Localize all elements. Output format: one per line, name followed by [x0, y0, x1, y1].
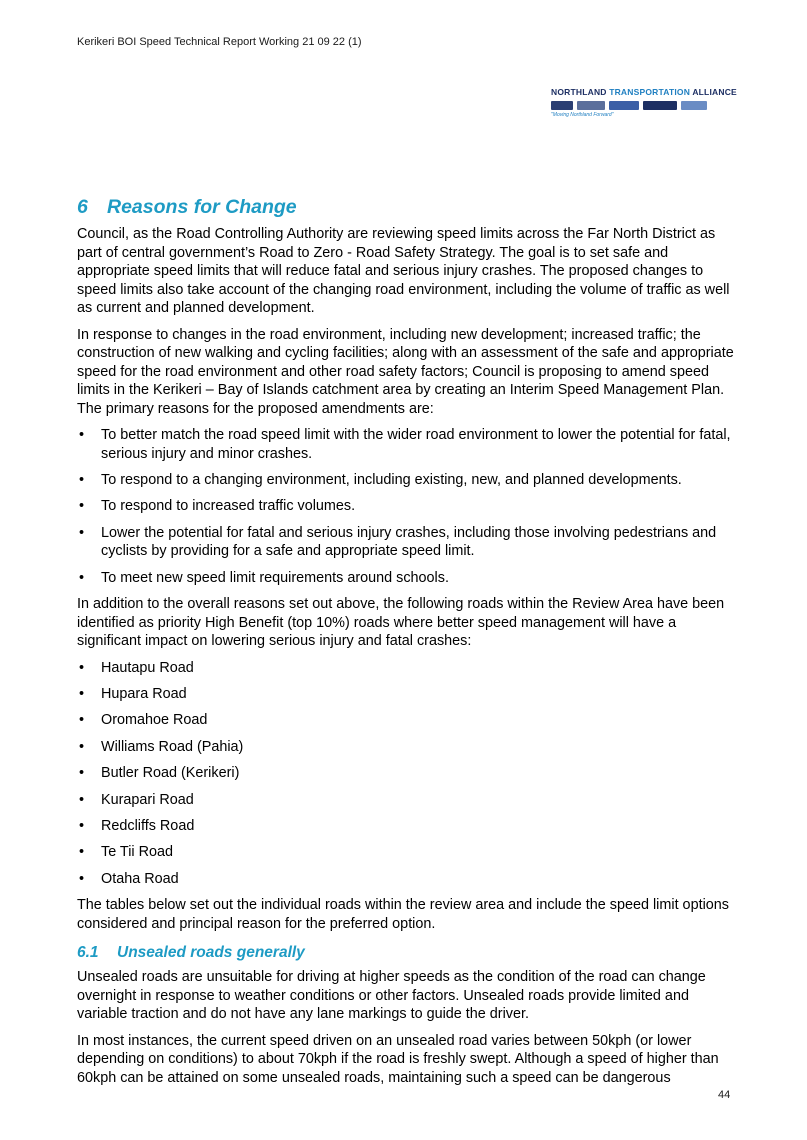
bullet-icon: • [79, 471, 85, 488]
list-item: • Kurapari Road [79, 791, 194, 808]
bullet-icon: • [79, 870, 85, 887]
bullet-icon: • [79, 569, 85, 586]
logo-title-transportation: TRANSPORTATION [609, 87, 691, 97]
bullet-icon: • [79, 685, 85, 702]
far-north-council-logo-icon [551, 101, 573, 110]
subsection-number: 6.1 [77, 944, 99, 962]
bullet-icon: • [79, 712, 85, 729]
list-item: • Lower the potential for fatal and serious injury crashes, including those involving pedestrians and cyclists by providing for a safe and appropriate speed limit. [79, 524, 717, 560]
section-number: 6 [77, 196, 88, 218]
subsection-title: Unsealed roads generally [117, 944, 305, 962]
list-item: • To meet new speed limit requirements around schools. [79, 569, 449, 586]
section-paragraph: In response to changes in the road environment, including new development; increased traffic; the construction of new walking and cycling facilities; along with an assessment of the safe and appropriate speed for the road environment and other road safety factors; Council is proposing to amend speed limits in the Kerikeri – Bay of Islands catchment area by creating an Interim Speed Management Plan. The primary reasons for the proposed amendments are: [77, 326, 734, 417]
list-item: • Williams Road (Pahia) [79, 738, 244, 755]
bullet-icon: • [79, 791, 85, 808]
list-item: • Te Tii Road [79, 844, 173, 861]
document-body [77, 194, 737, 1095]
bullet-icon: • [79, 738, 85, 755]
logo-partner-marks [551, 99, 723, 111]
section-title: Reasons for Change [107, 196, 297, 218]
bullet-icon: • [79, 498, 85, 515]
kaipara-council-logo-icon [577, 101, 605, 110]
logo-tagline: "Moving Northland Forward" [551, 112, 614, 118]
priority-intro-paragraph: In addition to the overall reasons set out above, the following roads within the Review Area have been identified as priority High Benefit (top 10%) roads where better speed management will have a significant impact on lowering serious injury and fatal crashes: [77, 596, 725, 650]
list-item: • Hupara Road [79, 685, 187, 702]
tables-note-paragraph: The tables below set out the individual roads within the review area and include the speed limit options considered and principal reason for the preferred option. [77, 897, 729, 932]
logo-title-northland: NORTHLAND [551, 87, 607, 97]
subsection-heading [77, 943, 737, 963]
section-heading [77, 194, 737, 220]
list-item: • Otaha Road [79, 870, 179, 887]
list-item: • To respond to increased traffic volumes. [79, 498, 356, 515]
reasons-list [77, 426, 737, 587]
bullet-icon: • [79, 765, 85, 782]
northland-transportation-alliance-logo [551, 87, 737, 122]
priority-roads-list [77, 659, 737, 889]
waka-kotahi-logo-icon [681, 101, 707, 110]
northland-regional-council-logo-icon [643, 101, 677, 110]
page-number: 44 [718, 1089, 731, 1101]
subsection-paragraph: In most instances, the current speed driven on an unsealed road varies between 50kph (or lower depending on conditions) to about 70kph if the road is freshly swept. Although a speed of higher than 60kph can be attained on some unsealed roads, maintaining such a speed can be dangerous [77, 1032, 719, 1086]
bullet-icon: • [79, 524, 85, 541]
list-item: • To better match the road speed limit with the wider road environment to lower the potential for fatal, serious injury and minor crashes. [79, 427, 731, 462]
subsection-paragraph: Unsealed roads are unsuitable for driving at higher speeds as the condition of the road can change overnight in response to weather conditions or other factors. Unsealed roads provide limited and variable traction and do not have any lane markings to guide the driver. [77, 969, 706, 1023]
logo-title-alliance: ALLIANCE [692, 87, 737, 97]
bullet-icon: • [79, 817, 85, 834]
logo-title [551, 87, 737, 97]
list-item: • Butler Road (Kerikeri) [79, 765, 240, 782]
document-header-title: Kerikeri BOI Speed Technical Report Working 21 09 22 (1) [77, 36, 362, 48]
list-item: • To respond to a changing environment, including existing, new, and planned developments. [79, 471, 682, 488]
bullet-icon: • [79, 844, 85, 861]
whangarei-council-logo-icon [609, 101, 639, 110]
list-item: • Redcliffs Road [79, 817, 195, 834]
bullet-icon: • [79, 659, 85, 676]
section-paragraph: Council, as the Road Controlling Authority are reviewing speed limits across the Far North District as part of central government’s Road to Zero - Road Safety Strategy. The goal is to set safe and appropriate speed limits that will reduce fatal and serious injury crashes. The proposed changes to speed limits also take account of the changing road environment, including the volume of traffic as well as current and planned development. [77, 226, 730, 316]
list-item: • Oromahoe Road [79, 712, 208, 729]
list-item: • Hautapu Road [79, 659, 194, 676]
bullet-icon: • [79, 427, 85, 443]
